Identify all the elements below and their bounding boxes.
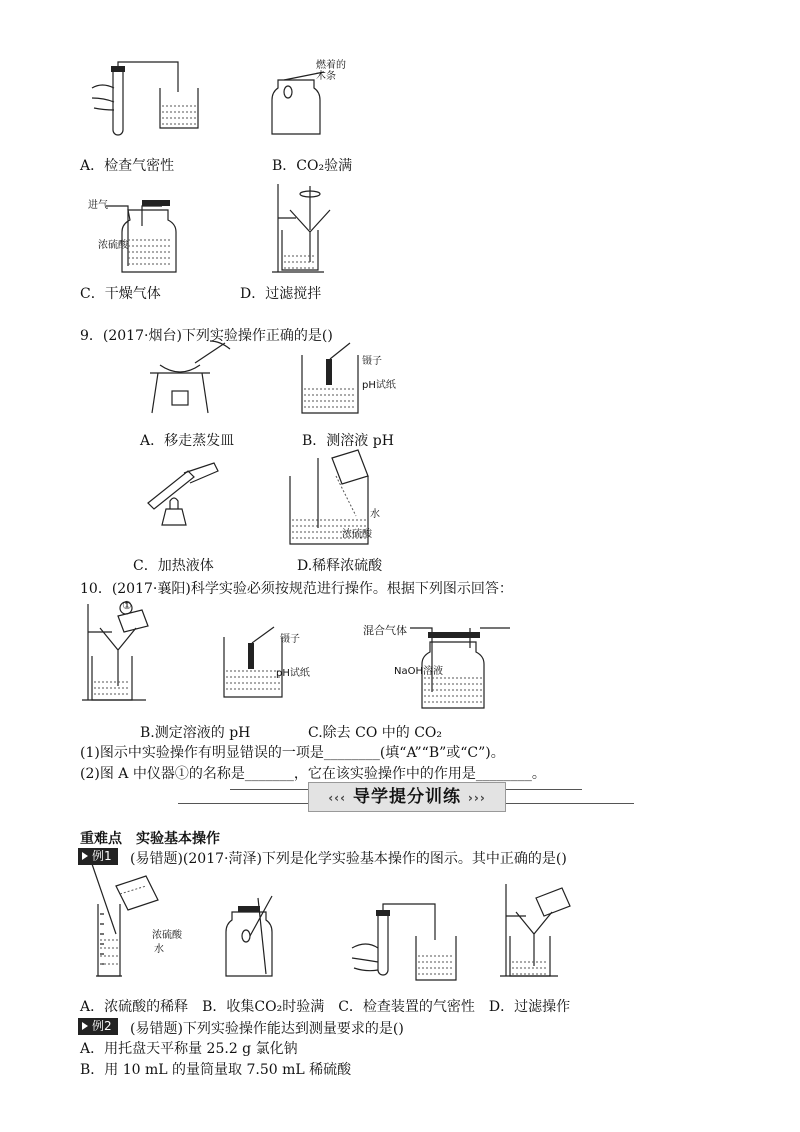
figure-check-airtightness (88, 58, 208, 138)
q9-tweezer-label: 镊子 (362, 356, 382, 367)
q10-sub1: (1)图示中实验操作有明显错误的一项是________(填“A”“B”或“C”)。 (80, 745, 505, 761)
example-1-label: 例1 (78, 848, 118, 865)
q10-ph-paper-label: pH试纸 (276, 668, 310, 679)
q10-sub2: (2)图 A 中仪器①的名称是_______，它在该实验操作中的作用是________。 (80, 766, 546, 782)
banner-rule-left (178, 803, 308, 804)
example-2-option-b: B．用 10 mL 的量筒量取 7.50 mL 稀硫酸 (80, 1062, 352, 1078)
q10-option-c: C.除去 CO 中的 CO₂ (308, 725, 443, 741)
banner-rule-right-top (504, 789, 582, 790)
figure-ex1-a-dilute (86, 860, 196, 980)
ex1-water-label: 水 (154, 944, 164, 955)
banner-title: 导学提分训练 (353, 787, 461, 807)
q9-option-c: C．加热液体 (133, 558, 214, 574)
option-d-filter-stir: D．过滤搅拌 (240, 286, 322, 302)
q9-option-d: D.稀释浓硫酸 (297, 558, 383, 574)
q9-water-label: 水 (370, 509, 380, 520)
figure-heat-liquid (140, 455, 230, 545)
q10-circle-label: ① (122, 599, 132, 612)
option-b-co2-full: B．CO₂验满 (272, 158, 353, 174)
section-banner (308, 782, 506, 812)
banner-rule-right (504, 803, 634, 804)
burning-stick-label: 燃着的 木条 (316, 60, 346, 82)
conc-acid-label: 浓硫酸 (98, 240, 128, 251)
q10-naoh-label: NaOH溶液 (394, 666, 443, 677)
figure-ex1-b-co2 (224, 890, 284, 980)
q9-option-a: A．移走蒸发皿 (140, 433, 235, 449)
figure-measure-ph-q9 (300, 345, 370, 415)
example-2-option-a: A．用托盘天平称量 25.2 g 氯化钠 (80, 1041, 298, 1057)
q9-option-b: B．测溶液 pH (302, 433, 394, 449)
example-1-options: A．浓硫酸的稀释 B．收集CO₂时验满 C．检查装置的气密性 D．过滤操作 (80, 999, 571, 1015)
example-2-stem: (易错题)下列实验操作能达到测量要求的是() (130, 1021, 404, 1037)
example-1-stem: (易错题)(2017·菏泽)下列是化学实验基本操作的图示。其中正确的是() (130, 851, 567, 867)
q10-stem: 10．(2017·襄阳)科学实验必须按规范进行操作。根据下列图示回答： (80, 581, 513, 597)
figure-co2-test (270, 60, 360, 140)
figure-ex1-d-filter (498, 880, 578, 980)
figure-move-dish (140, 335, 240, 415)
banner-rule-left-top (230, 789, 308, 790)
figure-ex1-c-airtightness (350, 900, 470, 985)
banner-chevron-right: ››› (467, 791, 486, 805)
q9-ph-paper-label: pH试纸 (362, 380, 396, 391)
q9-stem: 9．(2017·烟台)下列实验操作正确的是() (80, 328, 333, 344)
figure-q10-a-filter (78, 596, 158, 706)
figure-dry-gas (98, 190, 198, 280)
option-a-airtightness: A．检查气密性 (80, 158, 175, 174)
q9-acid-label: 浓硫酸 (342, 529, 372, 540)
option-c-dry-gas: C．干燥气体 (80, 286, 161, 302)
figure-filter-stir (268, 180, 348, 275)
in-gas-label: 进气 (88, 200, 108, 211)
ex1-acid-label: 浓硫酸 (152, 930, 182, 941)
q10-tweezer-label: 镊子 (280, 634, 300, 645)
section-title: 重难点 实验基本操作 (80, 831, 220, 847)
example-2-label: 例2 (78, 1018, 118, 1035)
banner-chevron-left: ‹‹‹ (328, 791, 347, 805)
q10-mixed-gas-label: 混合气体 (363, 624, 407, 637)
q10-option-b: B.测定溶液的 pH (140, 725, 251, 741)
